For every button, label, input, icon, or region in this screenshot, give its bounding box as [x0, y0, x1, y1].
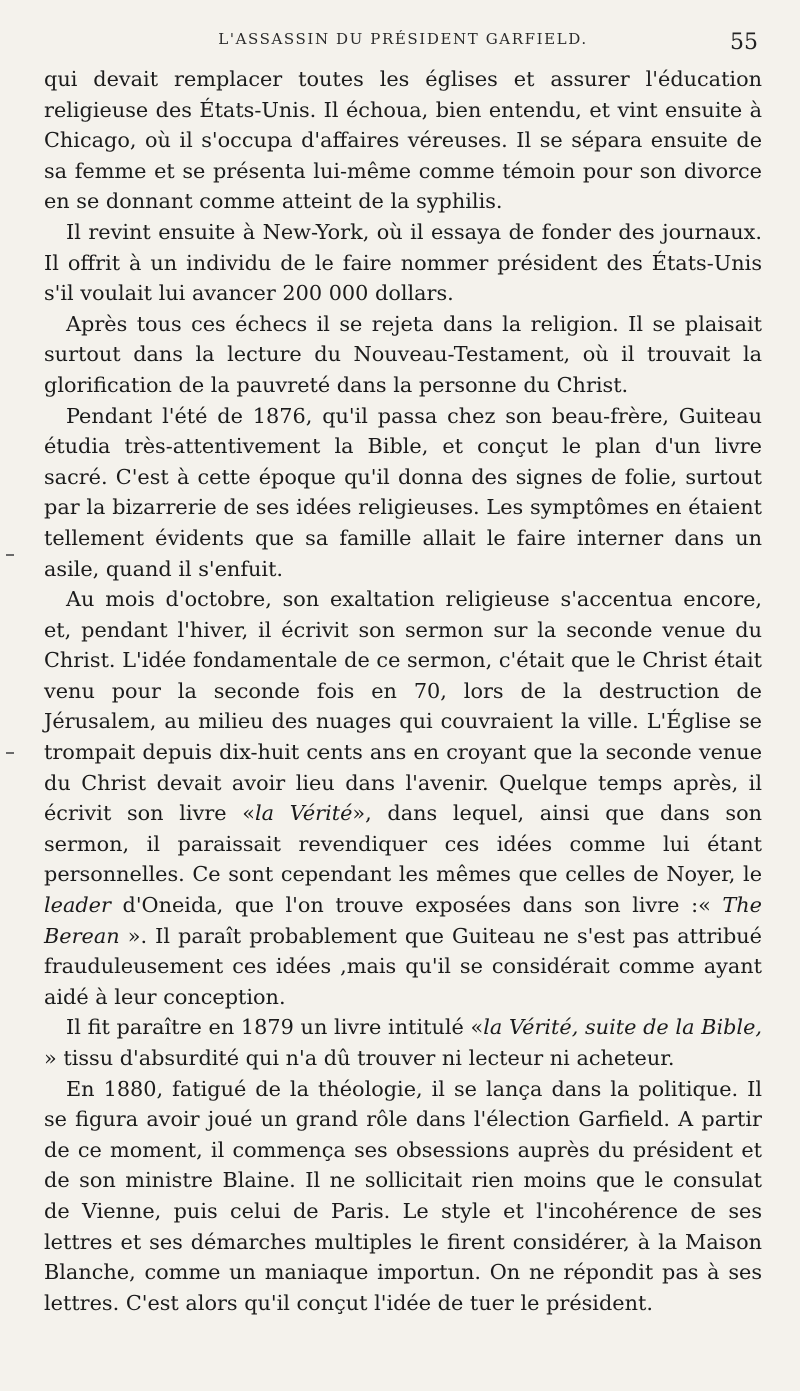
paragraph	[44, 1074, 762, 1319]
text-run: ». Il paraît probablement que Guiteau ne s'est pas attribué frauduleusement ces idées ,mais qu'il se considérait comme ayant aidé à leur conception.	[44, 923, 762, 1009]
text-run: Pendant l'été de 1876, qu'il passa chez son beau-frère, Guiteau étudia très-attentivement la Bible, et conçut le plan d'un livre sacré. C'est à cette époque qu'il donna des signes de folie, surtout par la bizarrerie de ses idées religieuses. Les symptômes en étaient tellement évidents que sa famille allait le faire interner dans un asile, quand il s'enfuit.	[44, 403, 762, 581]
paragraph	[44, 1012, 762, 1073]
paragraph	[44, 584, 762, 1012]
margin-mark	[6, 554, 14, 556]
running-header	[44, 30, 762, 64]
text-run: Après tous ces échecs il se rejeta dans la religion. Il se plaisait surtout dans la lecture du Nouveau-Testament, où il trouvait la glorification de la pauvreté dans la personne du Christ.	[44, 311, 762, 397]
italic-text: leader	[44, 893, 111, 918]
text-run: Il revint ensuite à New-York, où il essaya de fonder des journaux. Il offrit à un individu de le faire nommer président des États-Unis s'il voulait lui avancer 200 000 dollars.	[44, 219, 762, 306]
paragraph	[44, 401, 762, 585]
text-run: d'Oneida, que l'on trouve exposées dans son livre :«	[110, 893, 723, 918]
page-number: 55	[730, 30, 758, 55]
italic-text: la Vérité, suite de la Bible,	[483, 1015, 763, 1040]
italic-text: la Vérité	[254, 801, 353, 826]
paragraph	[44, 217, 762, 309]
text-run: Il fit paraître en 1879 un livre intitulé «	[66, 1015, 484, 1040]
text-run: », dans lequel, ainsi que dans son sermon, il paraissait revendiquer ces idées comme lui étant personnelles. Ce sont cependant les mêmes que celles de Noyer, le	[44, 801, 763, 887]
running-title: L'ASSASSIN DU PRÉSIDENT GARFIELD.	[218, 30, 588, 48]
text-run: qui devait remplacer toutes les églises et assurer l'éducation religieuse des États-Unis. Il échoua, bien entendu, et vint ensuite à Chicago, où il s'occupa d'affaires véreuses. Il se sépara ensuite de sa femme et se présenta lui-même comme témoin pour son divorce en se donnant comme atteint de la syphilis.	[44, 67, 762, 214]
text-run: En 1880, fatigué de la théologie, il se lança dans la politique. Il se figura avoir joué un grand rôle dans l'élection Garfield. A partir de ce moment, il commença ses obsessions auprès du président et de son ministre Blaine. Il ne sollicitait rien moins que le consulat de Vienne, puis celui de Paris. Le style et l'incohérence de ses lettres et ses démarches multiples le firent considérer, à la Maison Blanche, comme un maniaque importun. On ne répondit pas à ses lettres. C'est alors qu'il conçut l'idée de tuer le président.	[44, 1076, 762, 1315]
paragraph	[44, 309, 762, 401]
text-run: » tissu d'absurdité qui n'a dû trouver ni lecteur ni acheteur.	[44, 1046, 675, 1070]
paragraph	[44, 64, 762, 217]
text-run: Au mois d'octobre, son exaltation religieuse s'accentua encore, et, pendant l'hiver, il écrivit son sermon sur la seconde venue du Christ. L'idée fondamentale de ce sermon, c'était que le Christ était venu pour la seconde fois en 70, lors de la destruction de Jérusalem, au milieu des nuages qui couvraient la ville. L'Église se trompait depuis dix-huit cents ans en croyant que la seconde venue du Christ devait avoir lieu dans l'avenir. Quelque temps après, il écrivit son livre «	[44, 587, 762, 826]
body-text	[44, 64, 762, 1318]
italic-text: The Berean	[44, 893, 762, 948]
margin-mark	[6, 752, 14, 754]
